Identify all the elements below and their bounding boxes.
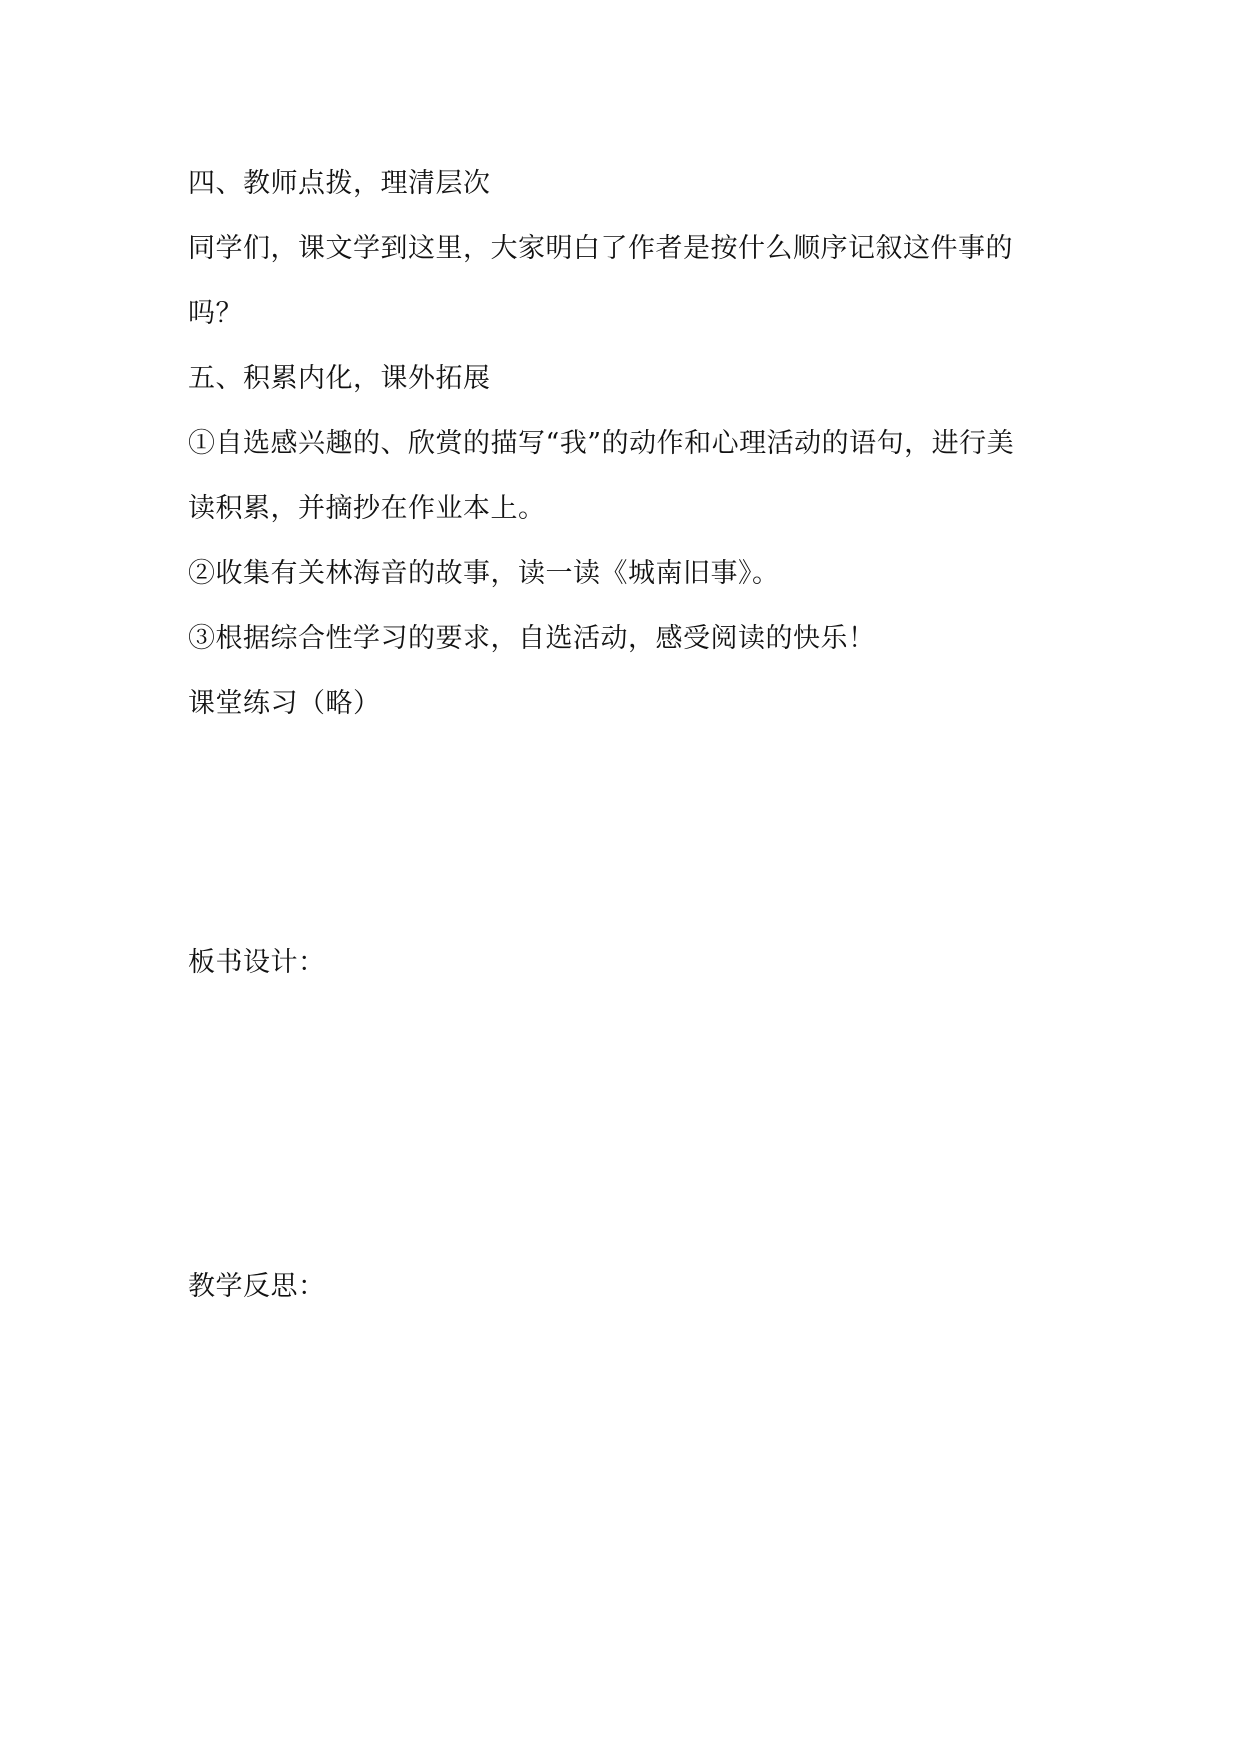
list-item-1-continued: 读积累，并摘抄在作业本上。	[188, 493, 546, 524]
list-item-3: ③根据综合性学习的要求，自选活动，感受阅读的快乐！	[188, 623, 876, 654]
list-item-2: ②收集有关林海音的故事，读一读《城南旧事》。	[188, 558, 780, 589]
section-heading-4: 四、教师点拨，理清层次	[188, 168, 491, 199]
board-design-heading: 板书设计：	[188, 947, 326, 978]
list-item-1: ①自选感兴趣的、欣赏的描写“我”的动作和心理活动的语句，进行美	[188, 428, 1015, 459]
paragraph-line: 吗？	[188, 298, 243, 329]
section-heading-5: 五、积累内化，课外拓展	[188, 363, 491, 394]
class-exercise-heading: 课堂练习（略）	[188, 688, 381, 719]
teaching-reflection-heading: 教学反思：	[188, 1271, 326, 1302]
paragraph-line: 同学们，课文学到这里，大家明白了作者是按什么顺序记叙这件事的	[188, 233, 1013, 264]
